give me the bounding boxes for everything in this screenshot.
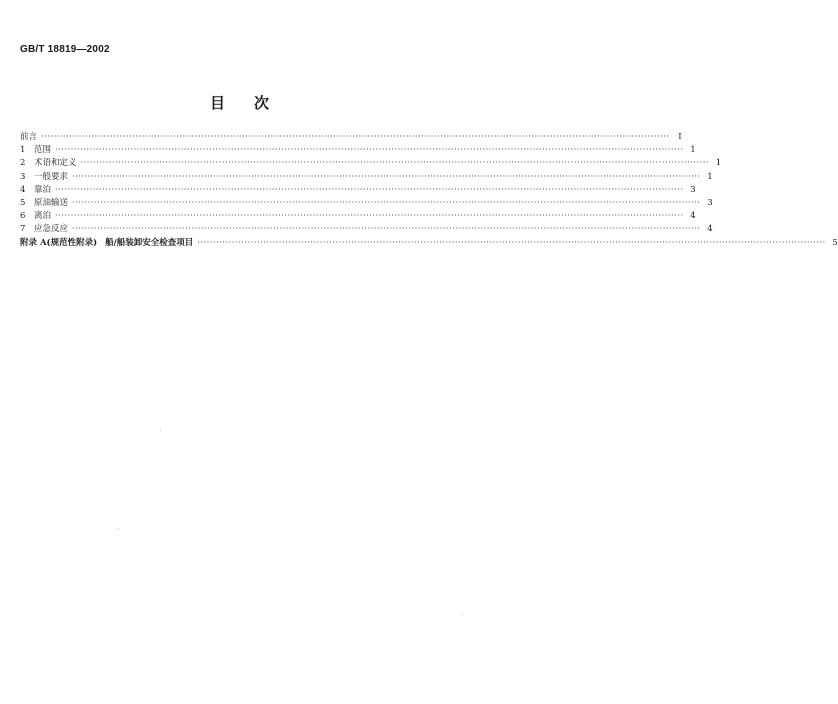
toc-entry-label: 范围 xyxy=(34,145,52,156)
toc-entry-label: 术语和定义 xyxy=(34,158,77,169)
scan-speck xyxy=(462,614,463,615)
toc-entry-number: 6 xyxy=(20,211,26,222)
toc-entry-page: 5 xyxy=(832,237,838,248)
toc-entry-7[interactable] xyxy=(20,222,713,235)
toc-entry-number: 2 xyxy=(20,158,26,169)
scan-speck xyxy=(160,430,161,431)
toc-entry-label: 离泊 xyxy=(34,211,52,222)
toc-title xyxy=(0,92,480,113)
toc-entry-1[interactable] xyxy=(20,143,696,156)
leader-dots: ········································································································································································································ xyxy=(55,211,684,221)
annex-title: 船/船装卸安全检查项目 xyxy=(105,237,194,248)
toc-entry-label: 靠泊 xyxy=(34,184,52,195)
toc-entry-page: I xyxy=(678,132,682,142)
leader-dots: ········································································································································································································ xyxy=(80,158,710,168)
toc-entry-2[interactable] xyxy=(20,156,722,169)
toc-entry-label: 一般要求 xyxy=(34,171,69,182)
leader-dots: ········································································································································································································ xyxy=(55,145,684,155)
toc-title-char-2: 次 xyxy=(254,94,271,112)
toc-entry-page: 4 xyxy=(690,211,696,222)
toc-entry-number: 4 xyxy=(20,184,26,195)
toc-entry-page: 1 xyxy=(707,171,713,182)
toc-entry-number: 7 xyxy=(20,224,26,235)
leader-dots: ········································································································································································································ xyxy=(197,237,826,247)
scan-speck xyxy=(118,528,119,529)
toc-entry-label xyxy=(20,237,193,250)
toc-entry-page: 1 xyxy=(715,158,722,169)
toc-list xyxy=(20,130,838,249)
toc-entry-5[interactable] xyxy=(20,196,713,209)
toc-entry-annex-a[interactable] xyxy=(20,236,838,249)
toc-entry-foreword[interactable] xyxy=(20,130,682,143)
leader-dots: ········································································································································································································ xyxy=(55,184,684,194)
toc-entry-3[interactable] xyxy=(20,170,713,183)
toc-entry-number: 3 xyxy=(20,171,26,182)
toc-entry-4[interactable] xyxy=(20,183,696,196)
document-code: GB/T 18819—2002 xyxy=(20,44,110,55)
toc-entry-label: 前言 xyxy=(20,132,38,142)
toc-entry-page: 3 xyxy=(707,197,713,208)
toc-title-char-1: 目 xyxy=(209,94,226,112)
toc-entry-page: 4 xyxy=(707,224,713,235)
leader-dots: ········································································································································································································ xyxy=(72,224,701,234)
toc-entry-6[interactable] xyxy=(20,209,696,222)
toc-entry-label: 原油输送 xyxy=(34,197,69,208)
leader-dots: ········································································································································································································ xyxy=(41,132,670,141)
toc-entry-page: 1 xyxy=(690,145,696,156)
toc-entry-number: 5 xyxy=(20,197,26,208)
leader-dots: ········································································································································································································ xyxy=(72,197,701,207)
leader-dots: ········································································································································································································ xyxy=(72,171,701,181)
toc-entry-label: 应急反应 xyxy=(34,224,69,235)
toc-entry-number: 1 xyxy=(20,145,26,156)
annex-designation: 附录 A(规范性附录) xyxy=(20,237,98,248)
toc-entry-page: 3 xyxy=(690,184,696,195)
